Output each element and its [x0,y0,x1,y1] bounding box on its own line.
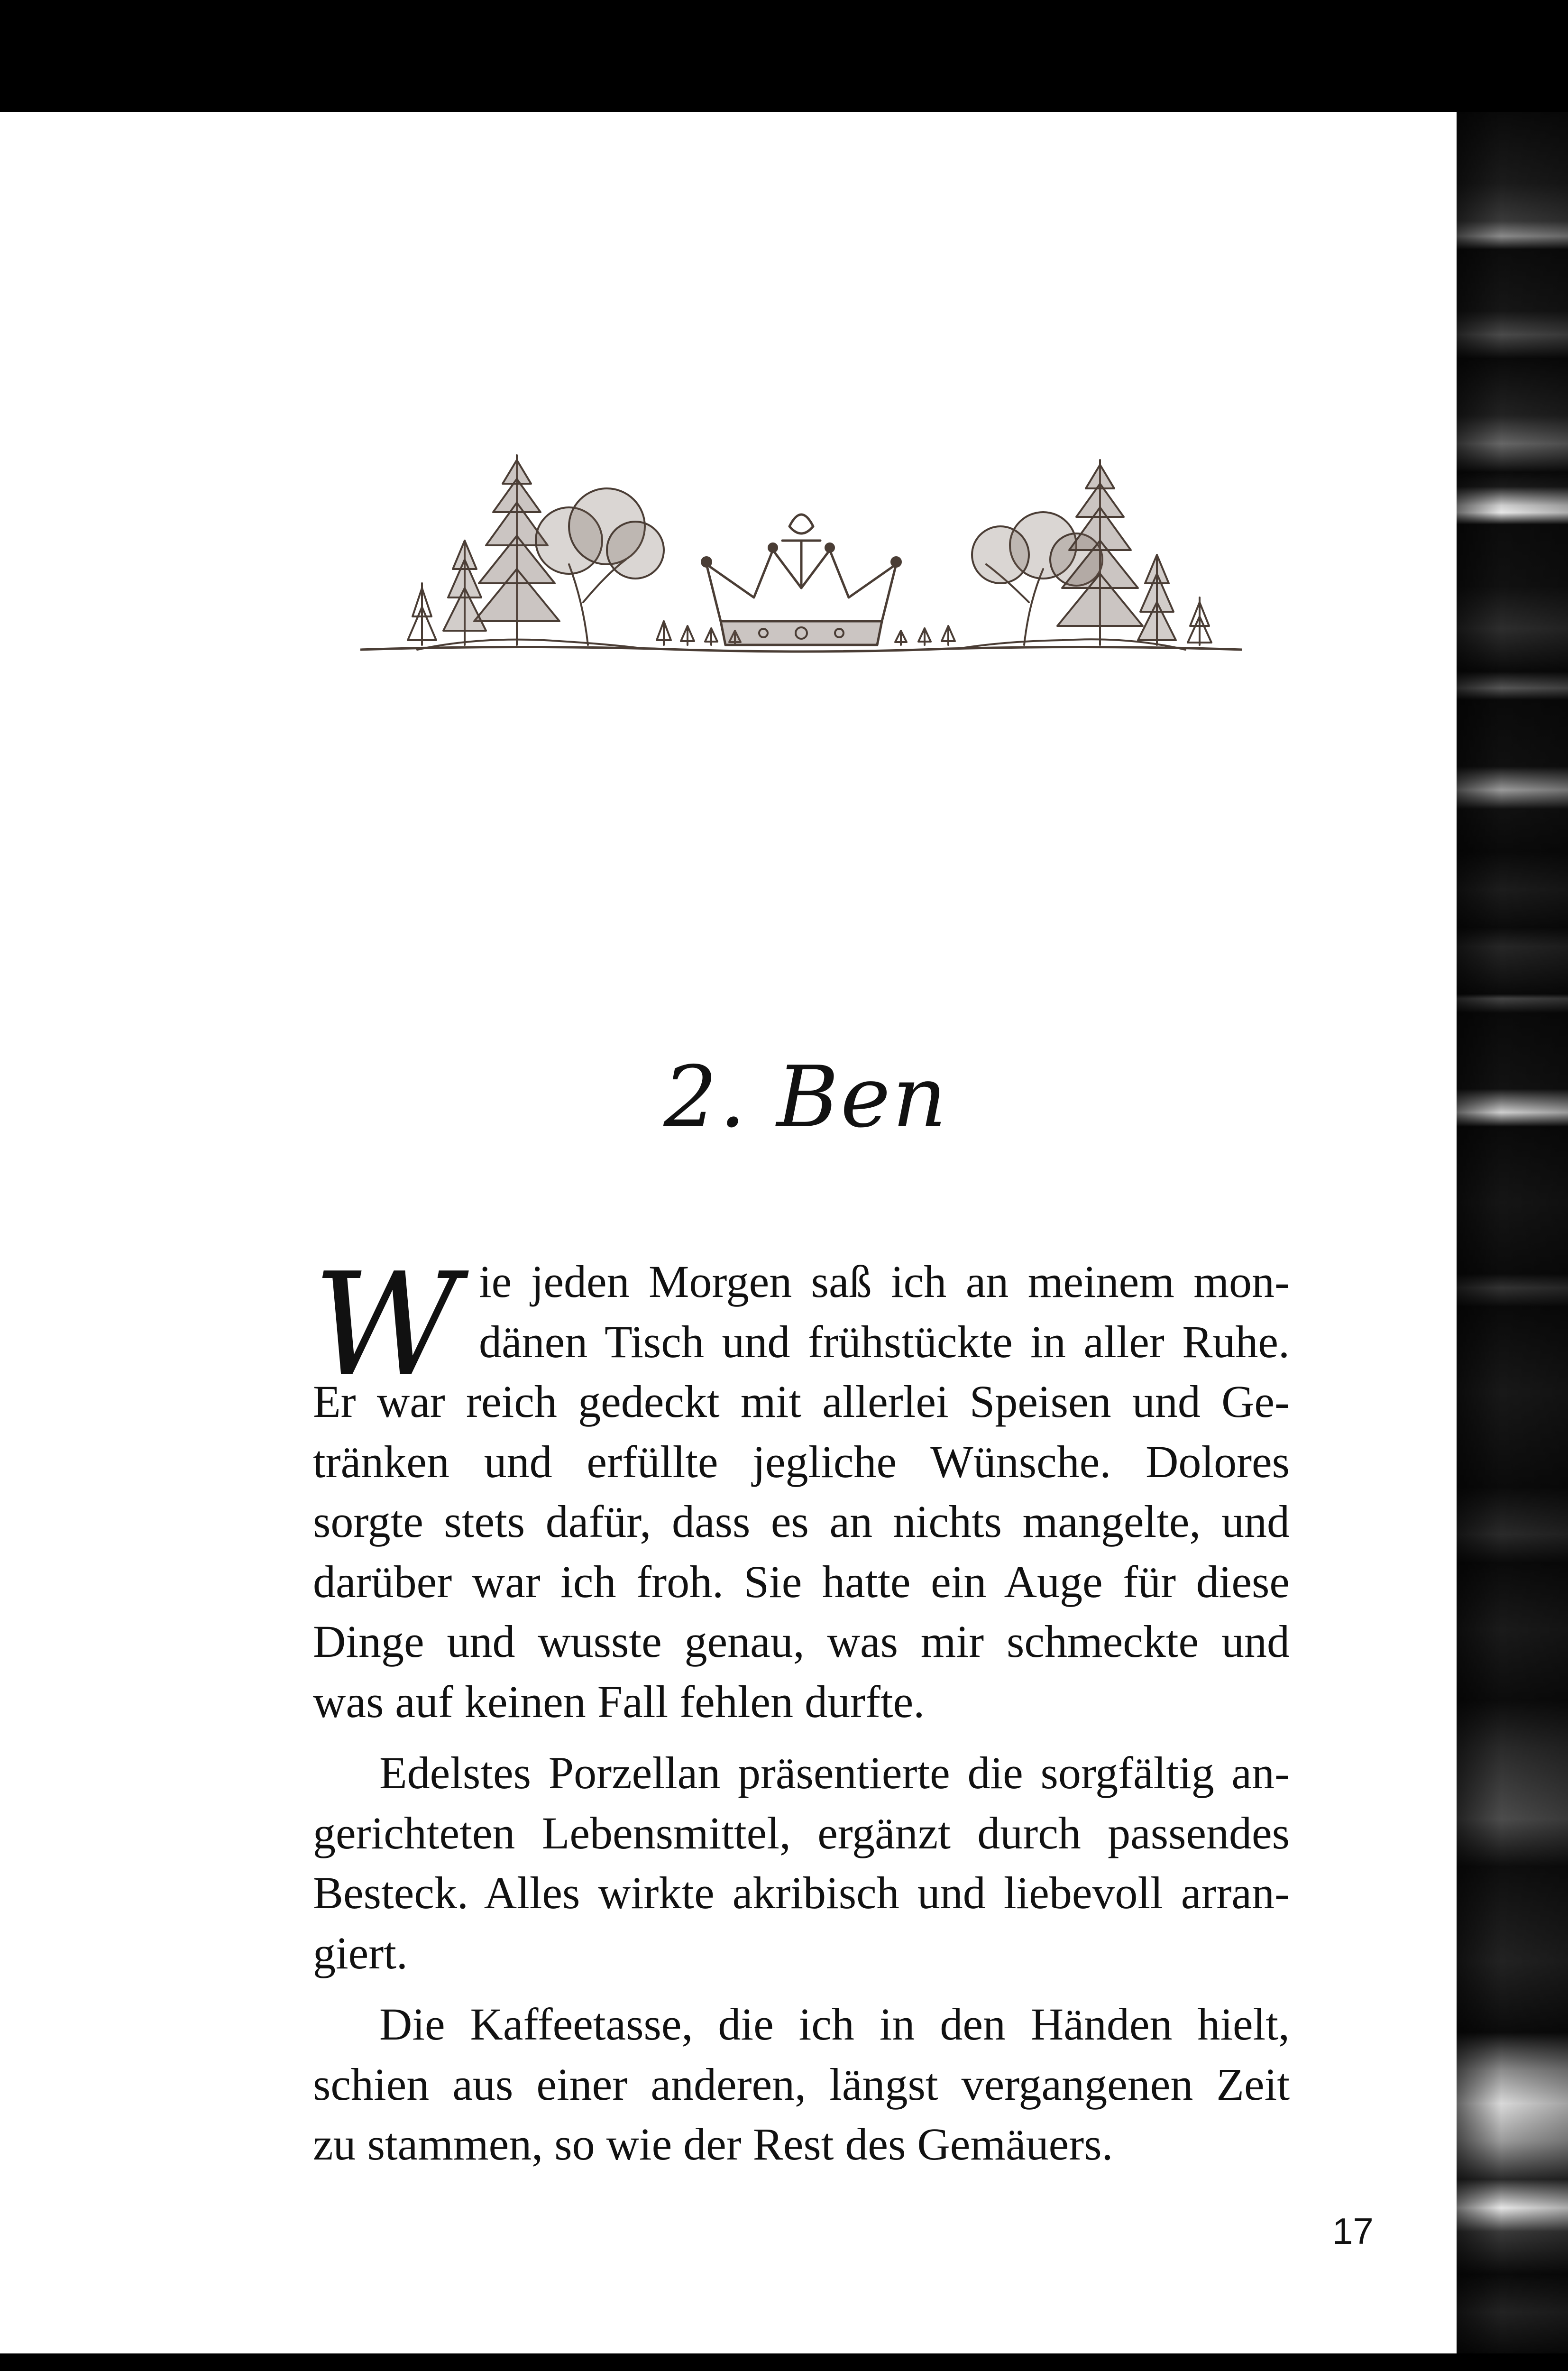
page-number: 17 [1332,2210,1374,2252]
text-line: dänen Tisch und frühstückte in aller Ruhe. [479,1316,1290,1367]
drop-cap: W [313,1242,459,1408]
text-line: Edelstes Porzellan präsentierte die sorgfältig an- [379,1747,1290,1798]
text-line: Er war reich gedeckt mit allerlei Speisen und Ge- [313,1376,1290,1427]
text-line: giert. [313,1927,408,1978]
body-text [313,1242,1290,2175]
text-line: zu stammen, so wie der Rest des Gemäuers. [313,2119,1113,2169]
text-line: Besteck. Alles wirkte akribisch und liebevoll arran- [313,1867,1290,1918]
chapter-title: 2. Ben [663,1048,949,1146]
text-line: ie jeden Morgen saß ich an meinem mon- [479,1256,1290,1307]
text-line: tränken und erfüllte jegliche Wünsche. Dolores [313,1436,1290,1487]
text-line: was auf keinen Fall fehlen durfte. [313,1676,925,1727]
text-line: gerichteten Lebensmittel, ergänzt durch passendes [313,1807,1290,1858]
top-black-band [0,0,1568,112]
bottom-black-band [0,2353,1568,2371]
page-stack-edge [1457,112,1568,2353]
crown-forest-ornament-icon [360,446,1242,664]
text-line: Die Kaffeetasse, die ich in den Händen hielt, [379,1999,1290,2049]
text-line: schien aus einer anderen, längst vergangenen Zeit [313,2059,1290,2110]
text-line: darüber war ich froh. Sie hatte ein Auge für diese [313,1556,1290,1607]
text-line: Dinge und wusste genau, was mir schmeckte und [313,1616,1290,1667]
paragraph-3 [313,1994,1290,2175]
paragraph-2 [313,1743,1290,1983]
text-line: sorgte stets dafür, dass es an nichts mangelte, und [313,1496,1290,1547]
